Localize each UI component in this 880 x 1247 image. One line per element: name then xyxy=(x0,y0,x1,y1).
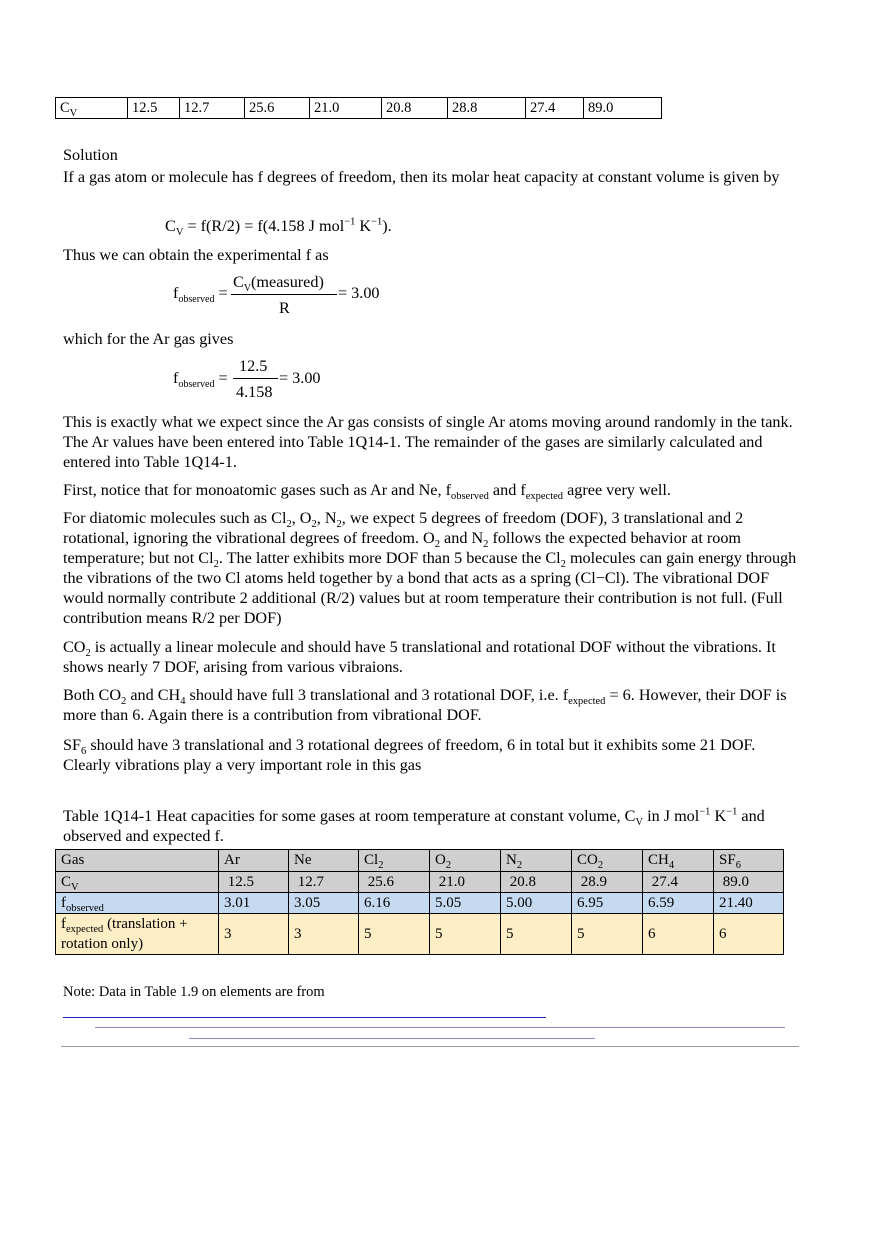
header-ne xyxy=(289,850,359,872)
subscript: 2 xyxy=(85,648,91,660)
subscript: 2 xyxy=(286,519,292,531)
thus-paragraph: Thus we can obtain the experimental f as xyxy=(63,246,329,264)
table-cell xyxy=(643,893,714,914)
solution-heading: Solution xyxy=(63,146,118,164)
row-subscript: V xyxy=(71,881,79,893)
table-cell xyxy=(359,872,430,893)
paragraph-co2-ch4 xyxy=(63,685,803,725)
cell-value: 21.0 xyxy=(314,99,340,116)
gas-name: N xyxy=(506,852,517,868)
row-symbol: f xyxy=(61,894,66,911)
cell-value: 28.9 xyxy=(580,873,607,890)
gas-name: CH xyxy=(648,852,669,868)
heat-capacity-table xyxy=(55,849,784,955)
cell-value: 20.8 xyxy=(509,873,536,890)
equation-f-observed-ar: $f_{observed}$ = xyxy=(173,369,228,391)
eq-symbol: C xyxy=(165,217,176,235)
eq-text: = f(R/2) = f(4.158 J mol xyxy=(183,217,345,235)
text-run: , N xyxy=(316,509,337,527)
table-cell xyxy=(219,872,289,893)
text-run: , O xyxy=(291,509,312,527)
table-cell xyxy=(572,893,643,914)
divider-line xyxy=(61,1046,799,1047)
table-caption xyxy=(63,806,803,846)
row-label xyxy=(56,914,219,955)
note-text: Note: Data in Table 1.9 on elements are from xyxy=(63,984,325,1000)
table-cell xyxy=(430,872,501,893)
header-n2 xyxy=(501,850,572,872)
table-cell xyxy=(219,914,289,955)
header-gas xyxy=(56,850,219,872)
cell-value: 3.01 xyxy=(224,894,251,911)
text-run: CO xyxy=(63,638,86,656)
gas-subscript: 2 xyxy=(445,860,452,871)
fraction-bar xyxy=(231,294,337,295)
table-row xyxy=(56,98,662,119)
superscript: −1 xyxy=(699,806,711,818)
text-run: , we expect 5 degrees of freedom (DOF), 3 translational and 2 rotational, ignoring the vibrational degrees of freedom. O xyxy=(63,509,744,547)
table-cell xyxy=(219,893,289,914)
text-run: is actually a linear molecule and should have 5 translational and rotational DOF without the vibrations. It shows nearly 7 DOF, arising from various vibraions. xyxy=(63,638,776,676)
gas-name: Ne xyxy=(294,852,312,868)
cell-value: 12.5 xyxy=(227,873,254,890)
cell-value: 5.05 xyxy=(435,894,462,911)
gas-subscript: 2 xyxy=(378,860,384,871)
table-cell xyxy=(289,893,359,914)
cell-value: 21.40 xyxy=(719,894,753,911)
cell-value: 21.0 xyxy=(438,873,465,890)
subscript: V xyxy=(635,817,644,829)
table-cell xyxy=(643,872,714,893)
cell-o2 xyxy=(310,98,382,119)
row-label-text: (translation + rotation only) xyxy=(61,916,188,952)
text-run: Both CO xyxy=(63,686,122,704)
header-co2 xyxy=(572,850,643,872)
cell-co2 xyxy=(448,98,526,119)
text-run: and N xyxy=(440,529,484,547)
row-label xyxy=(56,872,219,893)
cell-value: 27.4 xyxy=(530,99,556,116)
subscript: 6 xyxy=(81,746,87,758)
gas-name: Ar xyxy=(224,852,240,868)
table-cell xyxy=(359,893,430,914)
eq-symbol: C xyxy=(233,273,244,291)
cell-value: 3 xyxy=(224,925,232,942)
eq-subscript: V xyxy=(243,283,252,295)
subscript: observed xyxy=(450,491,489,503)
header-cl2 xyxy=(359,850,430,872)
gas-subscript: 6 xyxy=(735,860,741,871)
cell-value: 12.7 xyxy=(184,99,210,116)
cell-value: 12.5 xyxy=(132,99,158,116)
cell-cl2 xyxy=(245,98,310,119)
intro-paragraph: If a gas atom or molecule has f degrees of freedom, then its molar heat capacity at constant volume is given by xyxy=(63,168,780,186)
text-run: . The latter exhibits more DOF than 5 because the Cl xyxy=(218,549,561,567)
table-row-cv xyxy=(56,872,784,893)
fraction-numerator: 12.5 xyxy=(239,357,268,375)
cell-value: 3 xyxy=(294,925,302,942)
table-cell xyxy=(714,914,784,955)
link-underline[interactable] xyxy=(63,1017,546,1018)
text-run: in J mol xyxy=(643,807,700,825)
table-cell xyxy=(714,893,784,914)
top-cv-table xyxy=(55,97,662,119)
cv-label-cell xyxy=(56,98,128,119)
subscript: 2 xyxy=(560,559,566,571)
cell-value: 6.95 xyxy=(577,894,604,911)
table-cell xyxy=(289,914,359,955)
cell-value: 20.8 xyxy=(386,99,412,116)
eq-result: = 3.00 xyxy=(338,284,380,302)
cell-value: 12.7 xyxy=(297,873,324,890)
eq-symbol: f xyxy=(173,284,179,302)
equation-f-observed-general: $f_{observed}$ = xyxy=(173,284,228,306)
fraction-denominator: R xyxy=(279,299,290,317)
row-subscript: expected xyxy=(66,924,104,935)
cell-value: 6.59 xyxy=(648,894,675,911)
cell-value: 5 xyxy=(364,925,372,942)
eq-result: = 3.00 xyxy=(279,369,321,387)
row-symbol: f xyxy=(61,916,66,932)
cell-value: 25.6 xyxy=(249,99,275,116)
subscript: 2 xyxy=(213,559,219,571)
equation-cv xyxy=(165,216,392,239)
eq-symbol: f xyxy=(173,369,179,387)
table-cell xyxy=(572,914,643,955)
subscript: 4 xyxy=(180,696,186,708)
text-run: molecules can gain energy through the vibrations of the two Cl atoms held together by a bond that acts as a spring (Cl−Cl). The vibrational DOF would normally contribute 2 additional (R/2) values but at room temperature their contribution is not full. (Full contribution means R/2 per DOF) xyxy=(63,549,797,627)
eq-text: ). xyxy=(382,217,392,235)
table-row-observed xyxy=(56,893,784,914)
cell-value: 89.0 xyxy=(722,873,749,890)
gas-name: O xyxy=(435,852,446,868)
cv-symbol: C xyxy=(60,99,70,116)
fraction-bar xyxy=(233,378,278,379)
subscript: 2 xyxy=(336,519,342,531)
cell-value: 6 xyxy=(719,925,727,942)
table-cell xyxy=(643,914,714,955)
text-run: should have full 3 translational and 3 rotational DOF, i.e. f xyxy=(185,686,569,704)
subscript: 2 xyxy=(311,519,317,531)
cell-value: 28.8 xyxy=(452,99,478,116)
text-run: = 6. However, their DOF is more than 6. Again there is a contribution from vibrational DOF. xyxy=(63,686,787,724)
cell-value: 6 xyxy=(648,925,656,942)
table-cell xyxy=(572,872,643,893)
table-cell xyxy=(501,914,572,955)
cell-ar xyxy=(128,98,180,119)
text-run: should have 3 translational and 3 rotational degrees of freedom, 6 in total but it exhibits some 21 DOF. Clearly vibrations play a very important role in this gas xyxy=(63,736,756,774)
paragraph-diatomic xyxy=(63,508,803,628)
text-run: Table 1Q14-1 Heat capacities for some gases at room temperature at constant volume, C xyxy=(63,807,636,825)
subscript: 2 xyxy=(483,539,489,551)
paragraph-exact: This is exactly what we expect since the Ar gas consists of single Ar atoms moving around randomly in the tank. The Ar values have been entered into Table 1Q14-1. The remainder of the gases are similarly calculated and entered into Table 1Q14-1. xyxy=(63,413,793,471)
eq-text: (measured) xyxy=(251,273,324,291)
table-cell xyxy=(501,893,572,914)
cell-ch4 xyxy=(526,98,584,119)
text-run: follows the expected behavior at room temperature; but not Cl xyxy=(63,529,742,567)
subscript: 2 xyxy=(121,696,127,708)
cv-subscript: V xyxy=(69,107,78,119)
gas-name: Cl xyxy=(364,852,379,868)
cell-n2 xyxy=(382,98,448,119)
cell-value: 5 xyxy=(435,925,443,942)
link-underline[interactable] xyxy=(95,1027,785,1028)
subscript: expected xyxy=(525,491,564,503)
cell-ne xyxy=(180,98,245,119)
row-symbol: C xyxy=(61,873,72,890)
table-cell xyxy=(430,914,501,955)
table-cell xyxy=(714,872,784,893)
text-run: For diatomic molecules such as Cl xyxy=(63,509,287,527)
header-sf6 xyxy=(714,850,784,872)
table-cell xyxy=(359,914,430,955)
fraction-numerator xyxy=(233,273,324,294)
paragraph-monoatomic xyxy=(63,480,803,503)
paragraph-co2 xyxy=(63,637,803,677)
eq-subscript: V xyxy=(175,227,184,239)
cell-value: 5 xyxy=(577,925,585,942)
table-cell xyxy=(501,872,572,893)
text-run: SF xyxy=(63,736,82,754)
cell-value: 27.4 xyxy=(651,873,678,890)
subscript: expected xyxy=(568,696,606,708)
cell-sf6 xyxy=(584,98,662,119)
header-ar xyxy=(219,850,289,872)
cell-value: 89.0 xyxy=(588,99,614,116)
table-cell xyxy=(430,893,501,914)
text-run: K xyxy=(710,807,727,825)
gas-name: CO xyxy=(577,852,598,868)
paragraph-sf6 xyxy=(63,735,803,775)
table-row-expected xyxy=(56,914,784,955)
cell-value: 6.16 xyxy=(364,894,391,911)
eq-subscript: observed xyxy=(178,294,215,306)
eq-subscript: observed xyxy=(178,379,215,391)
fraction-denominator: 4.158 xyxy=(236,383,273,401)
eq-superscript: −1 xyxy=(344,216,356,228)
gas-subscript: 2 xyxy=(516,860,523,871)
header-o2 xyxy=(430,850,501,872)
gas-subscript: 4 xyxy=(668,860,675,871)
row-label xyxy=(56,893,219,914)
cell-value: 25.6 xyxy=(367,873,394,890)
eq-text: K xyxy=(355,217,372,235)
gas-subscript: 2 xyxy=(597,860,604,871)
cell-value: 5 xyxy=(506,925,514,942)
link-underline[interactable] xyxy=(189,1038,595,1039)
superscript: −1 xyxy=(726,806,738,818)
cell-value: 3.05 xyxy=(294,894,321,911)
text-run: and CH xyxy=(126,686,181,704)
text-run: and f xyxy=(488,481,526,499)
row-subscript: observed xyxy=(66,902,104,914)
gas-name: SF xyxy=(719,852,736,868)
header-ch4 xyxy=(643,850,714,872)
table-cell xyxy=(289,872,359,893)
cell-value: 5.00 xyxy=(506,894,533,911)
text-run: First, notice that for monoatomic gases such as Ar and Ne, f xyxy=(63,481,451,499)
text-run: agree very well. xyxy=(563,481,671,499)
subscript: 2 xyxy=(434,539,440,551)
which-paragraph: which for the Ar gas gives xyxy=(63,330,234,348)
eq-superscript: −1 xyxy=(371,216,383,228)
header-label: Gas xyxy=(61,852,85,868)
text-run: and observed and expected f. xyxy=(63,807,765,845)
table-header-row xyxy=(56,850,784,872)
